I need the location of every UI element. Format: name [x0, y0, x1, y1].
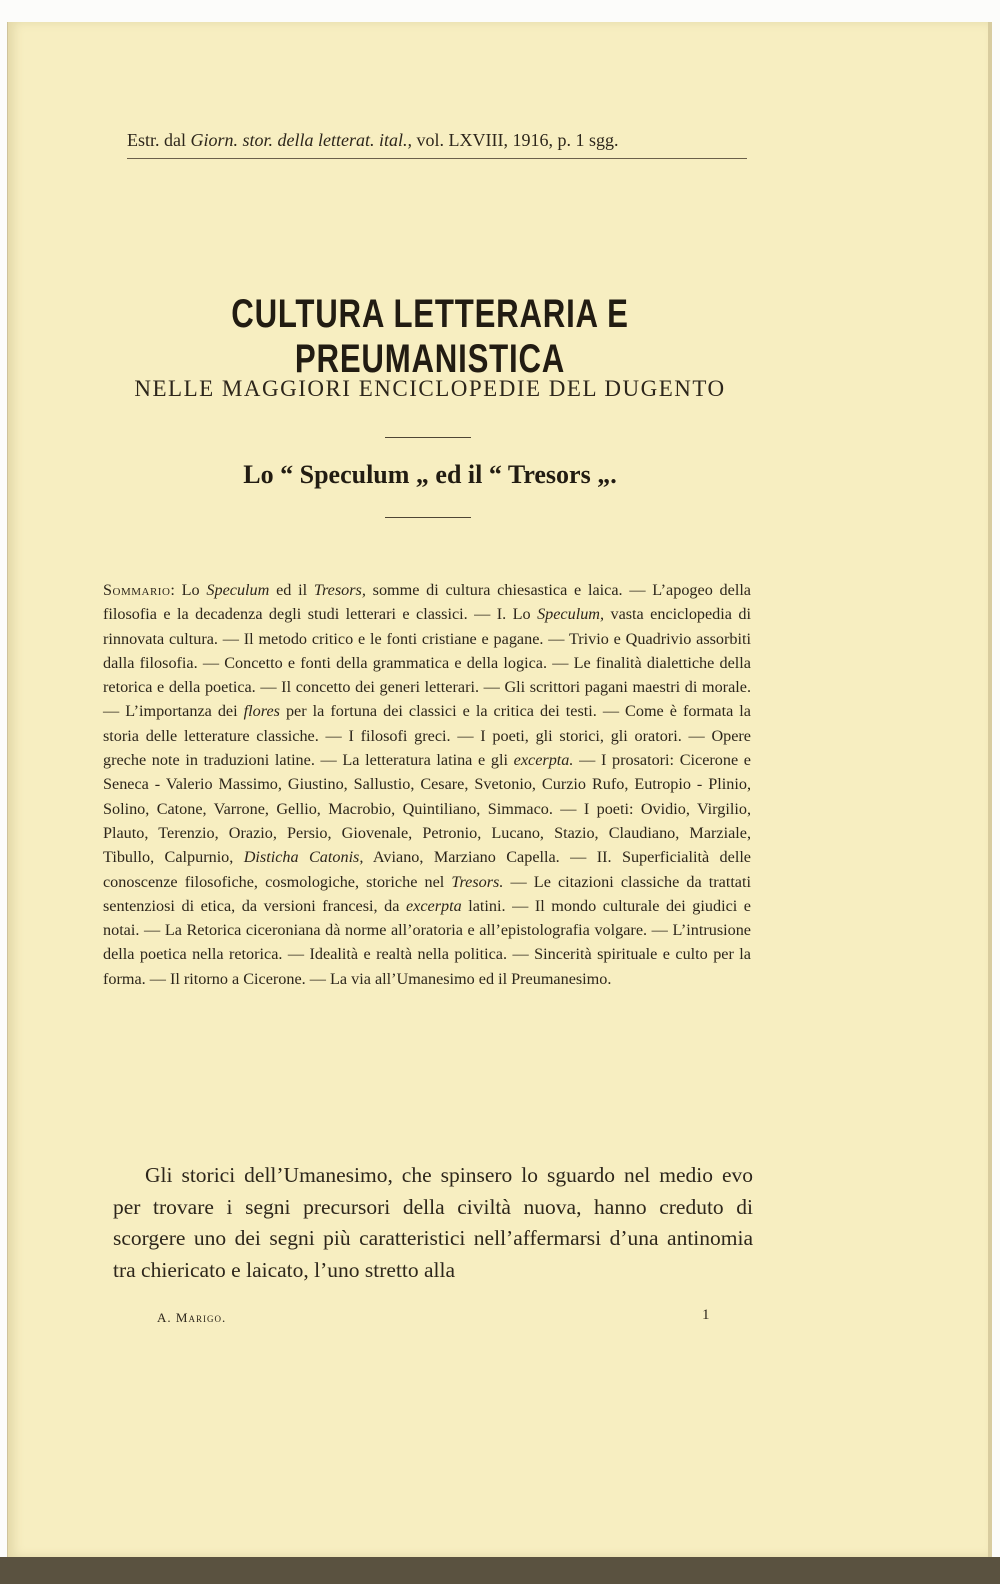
summary-text-run: Aviano, Marziano Capella. — II. Superficialità delle conoscenze filosofiche, cosmologiche, storiche nel — [103, 848, 751, 891]
summary-italic-run: Tresors. — [451, 872, 504, 891]
summary-text-run: per la fortuna dei classici e la critica dei testi. — Come è formata la storia delle letterature classiche. — I filosofi greci. — I poeti, gli storici, gli oratori. — Opere greche note in traduzioni latine. — La letteratura latina e gli — [103, 702, 751, 770]
summary-italic-run: excerpta — [405, 896, 462, 915]
body-paragraph: Gli storici dell’Umanesimo, che spinsero lo sguardo nel medio evo per trovare i segni precursori della civiltà nuova, hanno creduto di scorgere uno dei segni più caratteristici nell’affermarsi d’una antinomia tra chiericato e laicato, l’uno stretto alla — [113, 1163, 753, 1282]
summary-text-run: ed il — [269, 581, 314, 599]
header-journal: Giorn. stor. della letterat. ital., — [190, 130, 413, 150]
summary-italic-run: Speculum, — [537, 605, 605, 624]
summary-text-run: — Le citazioni classiche da trattati sentenziosi di etica, da versioni francesi, da — [103, 872, 751, 915]
summary-text-run: — I prosatori: Cicerone e Seneca - Valerio Massimo, Giustino, Sallustio, Cesare, Svetonio, Curzio Rufo, Eutropio - Plinio, Solino, Catone, Varrone, Gellio, Macrobio, Quintiliano, Simmaco. — I poeti: Ovidio, Virgilio, Plauto, Terenzio, Orazio, Persio, Giovenale, Petronio, Lucano, Stazio, Claudiano, Marziale, Tibullo, Calpurnio, — [103, 751, 751, 867]
header-prefix: Estr. dal — [127, 130, 191, 150]
summary-text-run: somme di cultura chiesastica e laica. — L’apogeo della filosofia e la decadenza degli studi letterari e classici. — I. Lo — [103, 581, 751, 624]
summary-paragraph — [103, 578, 751, 991]
summary-italic-run: Tresors, — [313, 581, 366, 599]
summary-text-run: vasta enciclopedia di rinnovata cultura. — Il metodo critico e le fonti cristiane e pagane. — Trivio e Quadrivio assorbiti dalla filosofia. — Concetto e fonti della grammatica e della logica. — Le finalità dialettiche della retorica e della poetica. — Il concetto dei generi letterari. — Gli scrittori pagani maestri di morale. — L’importanza dei — [103, 605, 751, 721]
footer-author: A. Marigo. — [157, 1310, 227, 1325]
summary-label: Sommario — [103, 581, 171, 599]
header-rule — [127, 158, 747, 159]
offprint-header — [127, 130, 747, 151]
page-bottom-edge — [0, 1557, 1000, 1584]
subtitle: NELLE MAGGIORI ENCICLOPEDIE DEL DUGENTO — [134, 376, 726, 401]
summary-italic-run: flores — [243, 702, 280, 721]
title-divider-top — [385, 437, 471, 438]
summary-text-run: latini. — Il mondo culturale dei giudici e notai. — La Retorica ciceroniana dà norme all’oratoria e all’epistolografia volgare. — L’intrusione della poetica nella retorica. — Idealità e realtà nella politica. — Sincerità spirituale e culto per la forma. — Il ritorno a Cicerone. — La via all’Umanesimo ed il Preumanesimo. — [103, 896, 751, 988]
summary-italic-run: Disticha Catonis, — [243, 848, 364, 867]
main-title: CULTURA LETTERARIA E PREUMANISTICA — [231, 292, 629, 381]
page-number: 1 — [702, 1307, 710, 1323]
title-divider-bottom — [385, 517, 471, 518]
section-title: Lo “ Speculum „ ed il “ Tresors „. — [243, 460, 617, 489]
summary-italic-run: Speculum — [206, 581, 270, 599]
summary-text-run: : Lo — [170, 581, 207, 599]
header-suffix: vol. LXVIII, 1916, p. 1 sgg. — [412, 130, 619, 150]
summary-italic-run: excerpta. — [513, 751, 574, 770]
